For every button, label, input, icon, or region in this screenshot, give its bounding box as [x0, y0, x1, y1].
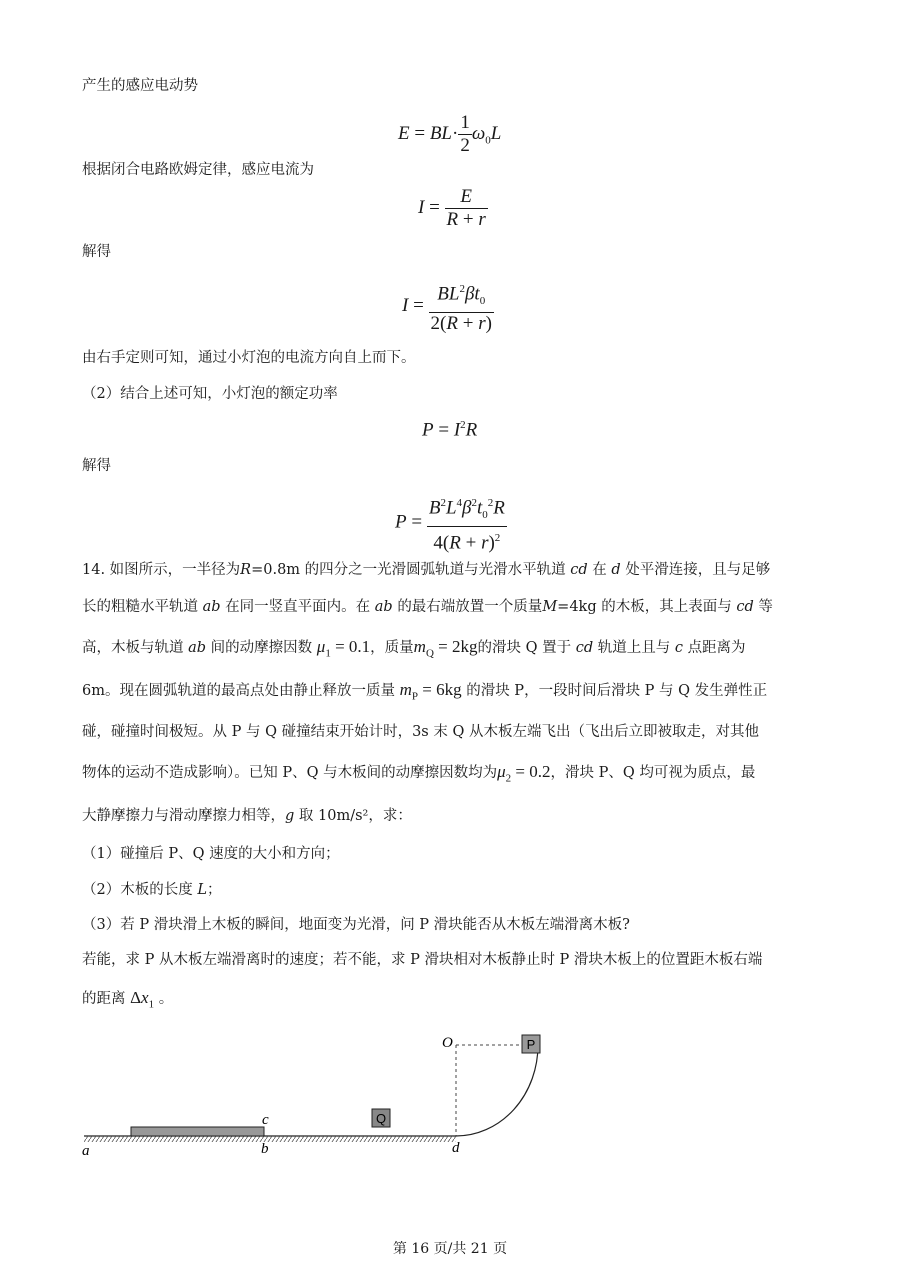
question-line: 14. 如图所示，一半径为R=0.8m 的四分之一光滑圆弧轨道与光滑水平轨道 cd 在 d 处平滑连接，且与足够 [82, 562, 771, 578]
page-footer: 第 16 页/共 21 页 [392, 1241, 508, 1257]
sub-question-2: （2）木板的长度 L； [82, 882, 222, 898]
equation-power: $P = I^2R$ [422, 419, 478, 441]
question-line: 6m。现在圆弧轨道的最高点处由静止释放一质量 $m_P = 6kg$ 的滑块 P，一段时间后滑块 P 与 Q 发生弹性正 [82, 680, 768, 703]
equation-current: I = $\frac{E}{R + r}$ [418, 186, 486, 230]
equation-emf: E = BL· $\frac{1}{2}$ $\omega_0L$ [398, 112, 502, 156]
text-line: 解得 [82, 458, 111, 474]
question-line: 的距离 $\Delta x_1$ 。 [82, 988, 174, 1011]
question-line: 若能，求 P 从木板左端滑离时的速度；若不能，求 P 滑块相对木板静止时 P 滑块木板上的位置距木板右端 [82, 952, 763, 968]
label-q: Q [375, 1111, 387, 1126]
label-d: d [452, 1140, 460, 1156]
label-b: b [261, 1141, 269, 1157]
label-o: O [442, 1035, 453, 1051]
label-p: P [526, 1037, 536, 1052]
question-line: 碰，碰撞时间极短。从 P 与 Q 碰撞结束开始计时，3s 末 Q 从木板左端飞出（飞出后立即被取走，对其他 [82, 724, 759, 740]
text-line: 由右手定则可知，通过小灯泡的电流方向自上而下。 [82, 350, 416, 366]
text-line: 根据闭合电路欧姆定律，感应电流为 [82, 162, 314, 178]
track-diagram [78, 1025, 558, 1165]
question-line: 高，木板与轨道 ab 间的动摩擦因数 $\mu_1 = 0.1$，质量$m_Q = 2kg$的滑块 Q 置于 cd 轨道上且与 c 点距离为 [82, 637, 746, 660]
question-line: 长的粗糙水平轨道 ab 在同一竖直平面内。在 ab 的最右端放置一个质量M=4kg 的木板，其上表面与 cd 等 [82, 599, 773, 615]
wooden-board [131, 1127, 264, 1136]
sub-question-1: （1）碰撞后 P、Q 速度的大小和方向； [82, 846, 340, 862]
question-line: 物体的运动不造成影响）。已知 P、Q 与木板间的动摩擦因数均为$\mu_2 = 0.2$，滑块 P、Q 均可视为质点，最 [82, 762, 756, 785]
text-line: 产生的感应电动势 [82, 78, 198, 94]
question-line: 大静摩擦力与滑动摩擦力相等，g 取 10m/s²，求： [82, 808, 412, 824]
sub-question-3: （3）若 P 滑块滑上木板的瞬间，地面变为光滑，问 P 滑块能否从木板左端滑离木板? [82, 917, 630, 933]
smooth-track-hatch [264, 1136, 456, 1142]
label-a: a [82, 1143, 90, 1159]
label-c: c [262, 1112, 269, 1128]
rough-track-hatch [84, 1136, 264, 1142]
text-line: （2）结合上述可知，小灯泡的额定功率 [82, 386, 338, 402]
text-line: 解得 [82, 244, 111, 260]
equation-power-result: P = $\frac{B^2L^4\beta^2t_0^2R}{4(R + r)^2}$ [395, 492, 507, 554]
equation-current-result: I = $\frac{BL^2\beta t_0}{2(R + r)}$ [402, 278, 494, 335]
quarter-arc-track [456, 1045, 538, 1136]
